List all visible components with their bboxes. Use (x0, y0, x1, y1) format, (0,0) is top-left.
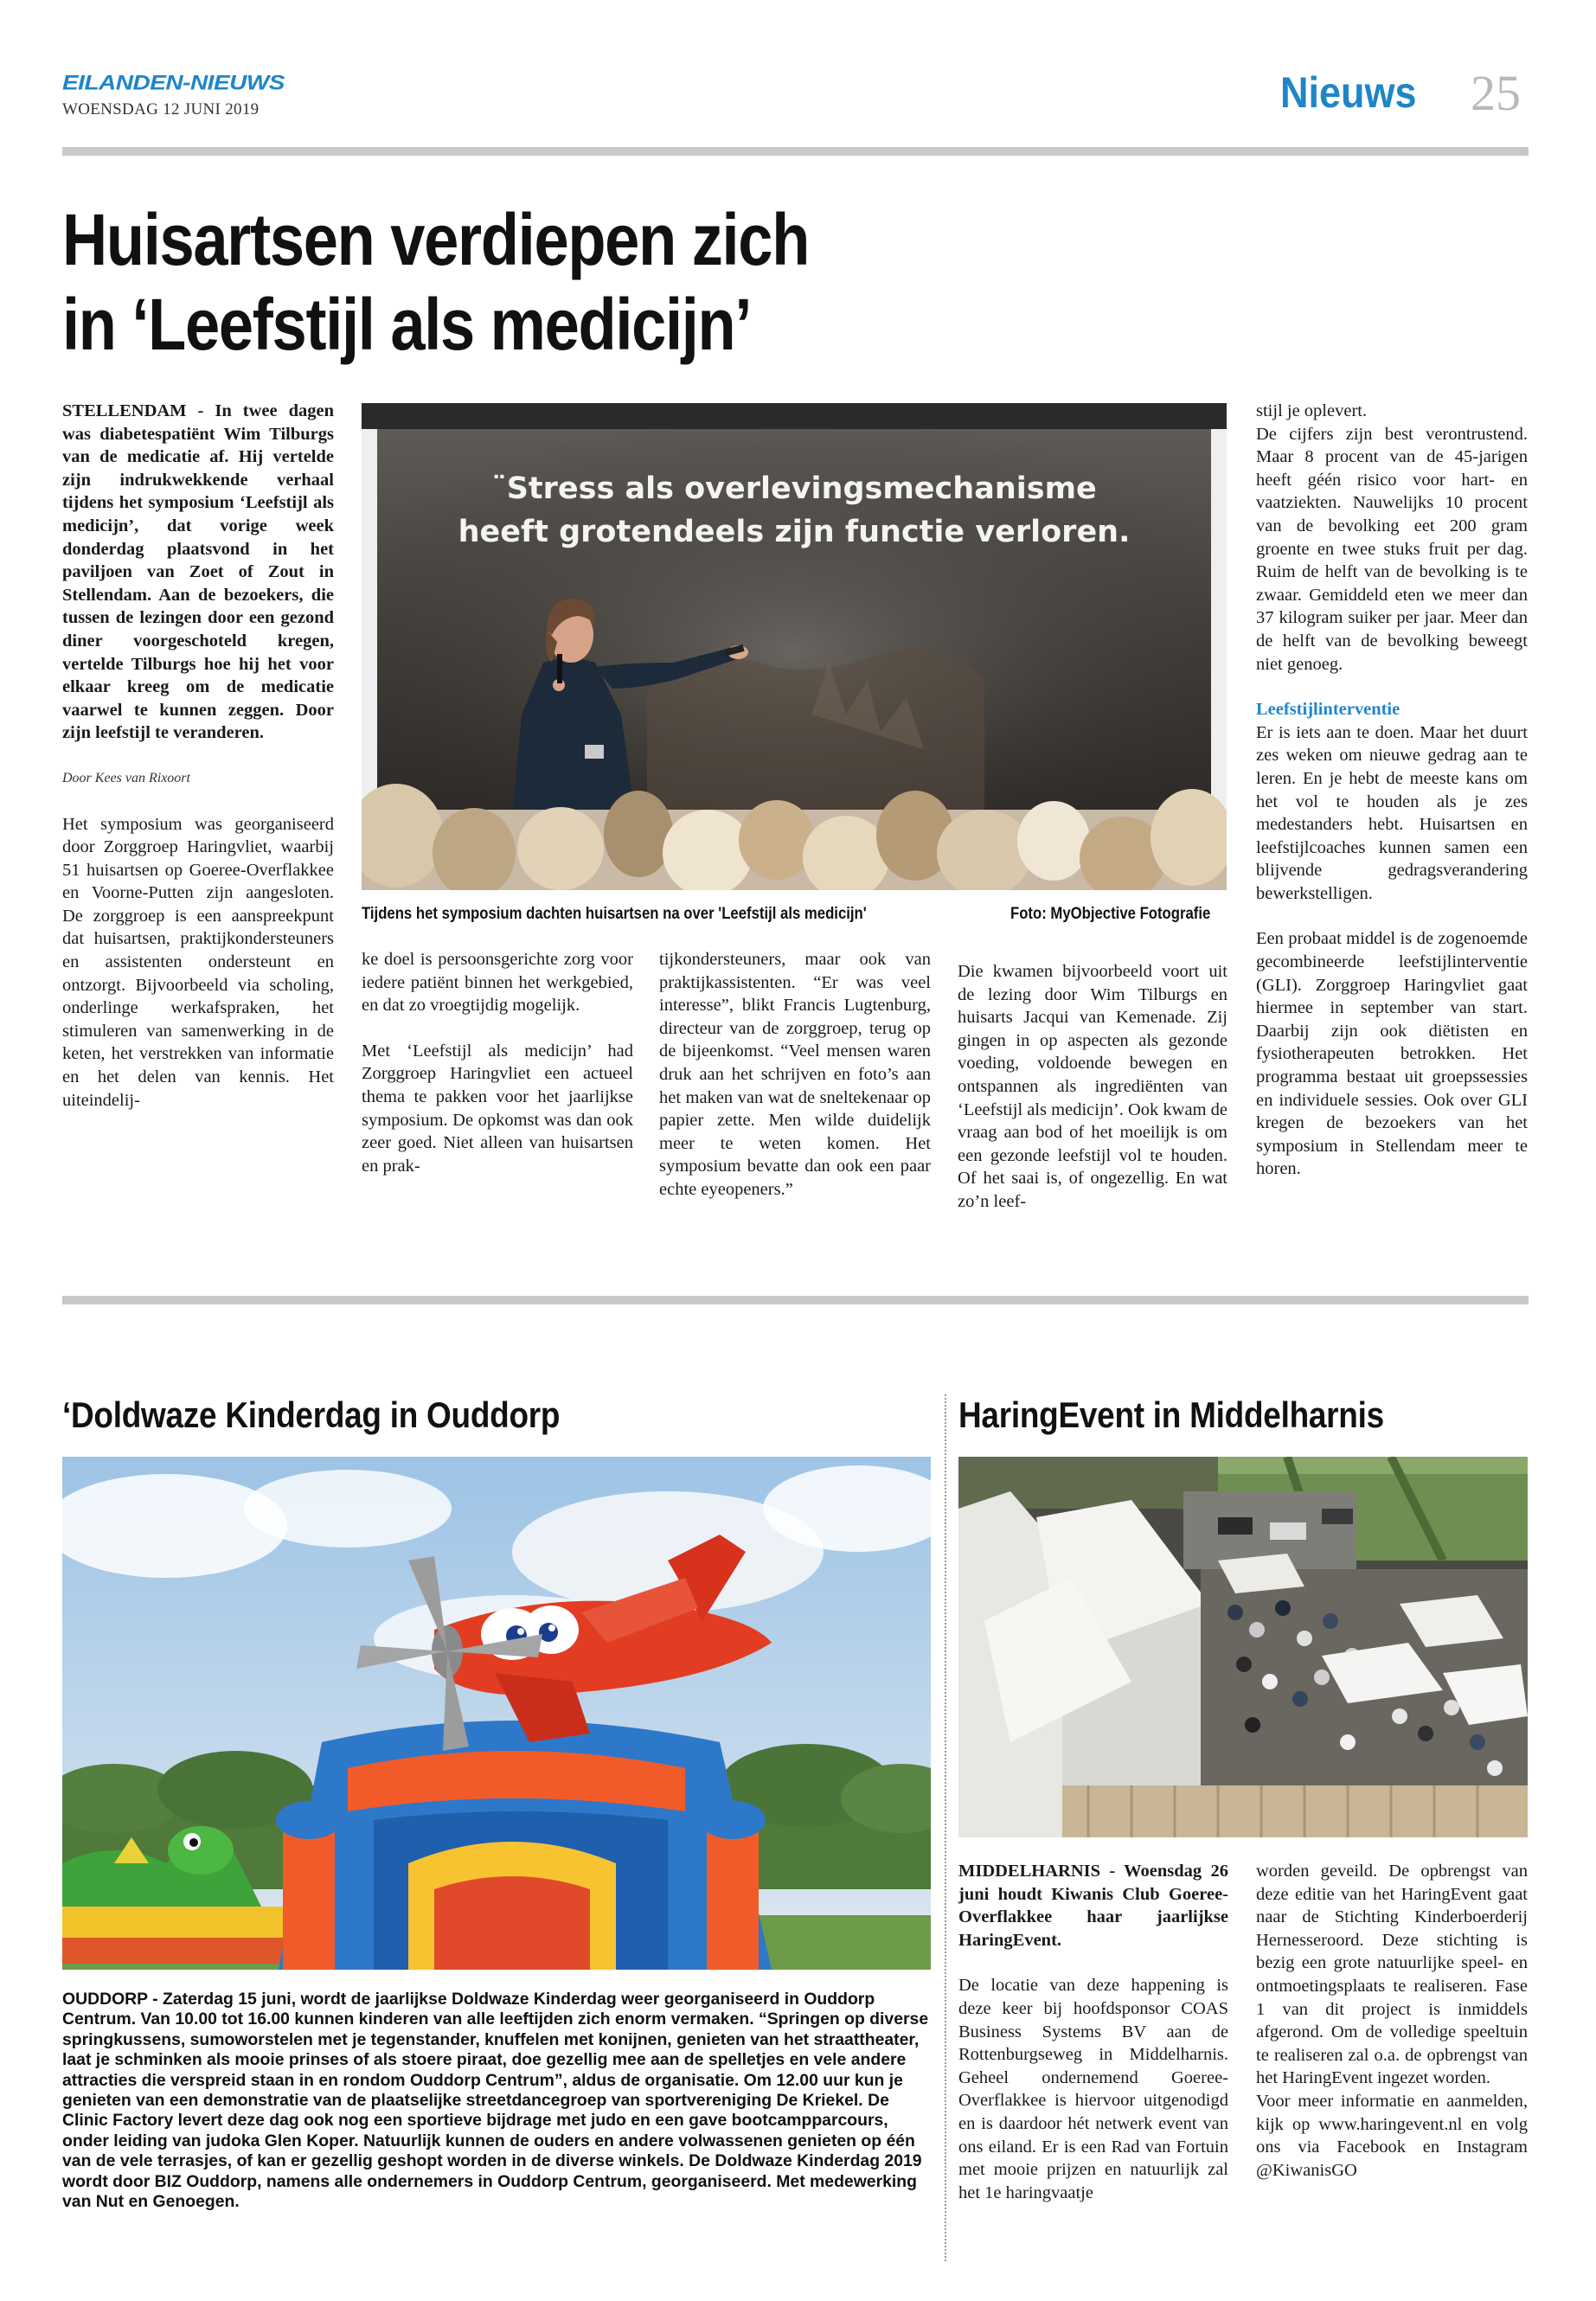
article1-headline (62, 197, 809, 367)
article1-paragraph: Het symposium was georganiseerd door Zorggroep Haringvliet, waarbij 51 huisartsen op Goeree-Overflakkee en Voorne-Putten zijn aangesloten. De zorggroep is een aanspreekpunt dat huisartsen, praktijkondersteuners en assistenten ondersteunt en ontzorgt. Bijvoorbeeld via scholing, onderlinge werkafspraken, het stimuleren van samenwerking in de keten, het verstrekken van informatie en het delen van kennis. Het uiteindelij- (62, 814, 334, 1110)
article3-paragraph: De locatie van deze happening is deze keer bij hoofdsponsor COAS Business Systems BV aan de Rottenburgseweg in Middelharnis. Geheel ondernemend Goeree-Overflakkee is hiervoor uitgenodigd en is daardoor hét netwerk event van ons eiland. Er is een Rad van Fortuin met mooie prijzen en natuurlijk zal het 1e haringvaatje (958, 1976, 1228, 2202)
article1-photo (362, 403, 1227, 890)
article2-body: OUDDORP - Zaterdag 15 juni, wordt de jaarlijkse Doldwaze Kinderdag weer georganiseerd in Ouddorp Centrum. Van 10.00 tot 16.00 kunnen kinderen van alle leeftijden zich enorm vermaken. “Springen op diverse springkussens, sumoworstelen met je tegenstander, knuffelen met konijnen, genieten van het straattheater, laat je schminken als mooie prinses of als stoere piraat, doe gezellig mee aan de spelletjes en vele andere attracties die verspreid staan in en rondom Ouddorp Centrum”, aldus de organisatie. Om 12.00 uur kun je genieten van een demonstratie van de plaatselijke streetdancegroep van sportvereniging De Kriekel. De Clinic Factory levert deze dag ook nog een sportieve bijdrage met judo en een gave bootcampparcours, onder leiding van judoka Glen Koper. Natuurlijk kunnen de ouders en andere volwassenen genieten op één van de vele terrasjes, of kan er gezellig geshopt worden in de diverse winkels. De Doldwaze Kinderdag 2019 wordt door BIZ Ouddorp, namens alle ondernemers in Ouddorp Centrum, georganiseerd. Met medewerking van Nut en Genoegen. (62, 1990, 929, 2212)
slide-line-1: ¨Stress als overlevingsmechanisme (491, 471, 1097, 506)
article3-headline: HaringEvent in Middelharnis (958, 1394, 1384, 1435)
photo-credit: Foto: MyObjective Fotografie (1010, 905, 1211, 923)
haring-event-photo (958, 1457, 1528, 1837)
article1-column-4 (958, 960, 1227, 1236)
section-rule (62, 1296, 1529, 1304)
article1-paragraph: Die kwamen bijvoorbeeld voort uit de lezing door Wim Tilburgs en huisarts Jacqui van Kemenade. Zij gingen in op aspecten als gezonde voeding, voldoende bewegen en ontspannen als ingrediënten van ‘Leefstijl als medicijn’. Ook kwam de vraag aan bod of het moeilijk is om een gezonde leefstijl vol te houden. Of het saai is, of ongezellig. En wat zo’n leef- (958, 962, 1227, 1211)
article2-photo (62, 1457, 931, 1970)
castle-inflatable (276, 1721, 772, 1970)
newspaper-logo: EILANDEN-NIEUWS (62, 71, 285, 94)
article1-lead: STELLENDAM - In twee dagen was diabetespatiënt Wim Tilburgs van de medicatie af. Hij vertelde zijn indrukwekkende verhaal tijdens het symposium ‘Leefstijl als medicijn’, dat vorige week donderdag plaatsvond in het paviljoen van Zoet of Zout in Stellendam. Aan de bezoekers, die tussen de lezingen door een gezond diner voorgeschoteld kregen, vertelde Tilburgs hoe hij het voor elkaar kreeg om de medicatie vaarwel te kunnen zeggen. Door zijn leefstijl te veranderen. (62, 401, 334, 743)
column-divider (945, 1394, 946, 2261)
article1-column-3 (659, 948, 931, 1224)
article1-paragraph: ke doel is persoonsgerichte zorg voor iedere patiënt binnen het werkgebied, en dat zo vroegtijdig mogelijk. (362, 950, 633, 1016)
article3-photo (958, 1457, 1528, 1837)
bouncy-castle-photo (62, 1457, 931, 1970)
article2-headline: ‘Doldwaze Kinderdag in Ouddorp (62, 1394, 561, 1435)
section-title: Nieuws (1280, 68, 1417, 117)
page-number: 25 (1471, 65, 1521, 121)
article1-paragraph: De cijfers zijn best verontrustend. Maar 8 procent van de 45-jarigen heeft géén risico voor hart- en vaatziekten. Nauwelijks 10 procent van de bevolking eet 200 gram groente en twee stuks fruit per dag. Ruim de helft van de bevolking is te zwaar. Gemiddeld eten we meer dan 37 kilogram suiker per jaar. Meer dan de helft van de bevolking beweegt niet genoeg. (1256, 424, 1528, 674)
speaker-photo (362, 403, 1227, 890)
headline-line: Huisartsen verdiepen zich (62, 199, 810, 280)
article1-byline: Door Kees van Rixoort (62, 770, 190, 785)
article1-paragraph: tijkondersteuners, maar ook van praktijkassistenten. “Er was veel interesse”, blikt Francis Lugtenburg, directeur van de zorggroep, terug op de bijeenkomst. “Veel mensen waren druk aan het schrijven en foto’s aan het maken van wat de sneltekenaar op papier zette. Men wilde duidelijk meer te weten komen. Het symposium bevatte dan ook een paar echte eyeopeners.” (659, 950, 931, 1199)
article1-paragraph: Een probaat middel is de zogenoemde gecombineerde leefstijlinterventie (GLI). Zorggroep Haringvliet gaat hiermee in september van start. Daarbij zijn ook diëtisten en fysiotherapeuten betrokken. Het programma bestaat uit groepssessies en individuele sessies. Ook over GLI kregen de bezoekers van het symposium in Stellendam meer te horen. (1256, 929, 1528, 1179)
article3-paragraph: worden geveild. De opbrengst van deze editie van het HaringEvent gaat naar de Stichting Kinderboerderij Hernesseroord. Deze stichting is bezig een grote natuurlijke speel- en ontmoetingsplaats te realiseren. Fase 1 van dit project is inmiddels afgerond. Om de volledige speeltuin te realiseren zal o.a. de opbrengst van het HaringEvent ingezet worden. (1256, 1862, 1528, 2088)
top-rule (62, 147, 1529, 156)
article3-column-1 (958, 1860, 1228, 2227)
article3-column-2 (1256, 1860, 1528, 2204)
issue-date: WOENSDAG 12 JUNI 2019 (62, 100, 260, 119)
article3-lead: MIDDELHARNIS - Woensdag 26 juni houdt Kiwanis Club Goeree-Overflakkee haar jaarlijkse HaringEvent. (958, 1862, 1228, 1950)
slide-line-2: heeft grotendeels zijn functie verloren. (458, 515, 1131, 549)
article1-paragraph: Er is iets aan te doen. Maar het duurt zes weken om nieuwe gedrag aan te leren. En je hebt de meeste kans om het vol te houden als je zes medestanders hebt. Huisartsen en leefstijlcoaches kunnen samen een blijvende gedragsverandering bewerkstelligen. (1256, 722, 1528, 903)
article1-column-1 (62, 400, 334, 1134)
article1-interhead: Leefstijlinterventie (1256, 700, 1401, 720)
headline-line: in ‘Leefstijl als medicijn’ (62, 284, 752, 365)
article1-paragraph: stijl je oplevert. (1256, 401, 1368, 420)
article1-column-2 (362, 948, 633, 1200)
article1-caption: Tijdens het symposium dachten huisartsen na over 'Leefstijl als medicijn' (362, 905, 867, 923)
article3-paragraph: Voor meer informatie en aanmelden, kijk op www.haringevent.nl en volg ons via Facebook en Instagram @KiwanisGO (1256, 2091, 1528, 2180)
article1-paragraph: Met ‘Leefstijl als medicijn’ had Zorggroep Haringvliet een actueel thema te pakken voor het jaarlijkse symposium. De opkomst was dan ook zeer goed. Niet alleen van huisartsen en prak- (362, 1041, 633, 1176)
article1-column-5 (1256, 400, 1528, 1203)
